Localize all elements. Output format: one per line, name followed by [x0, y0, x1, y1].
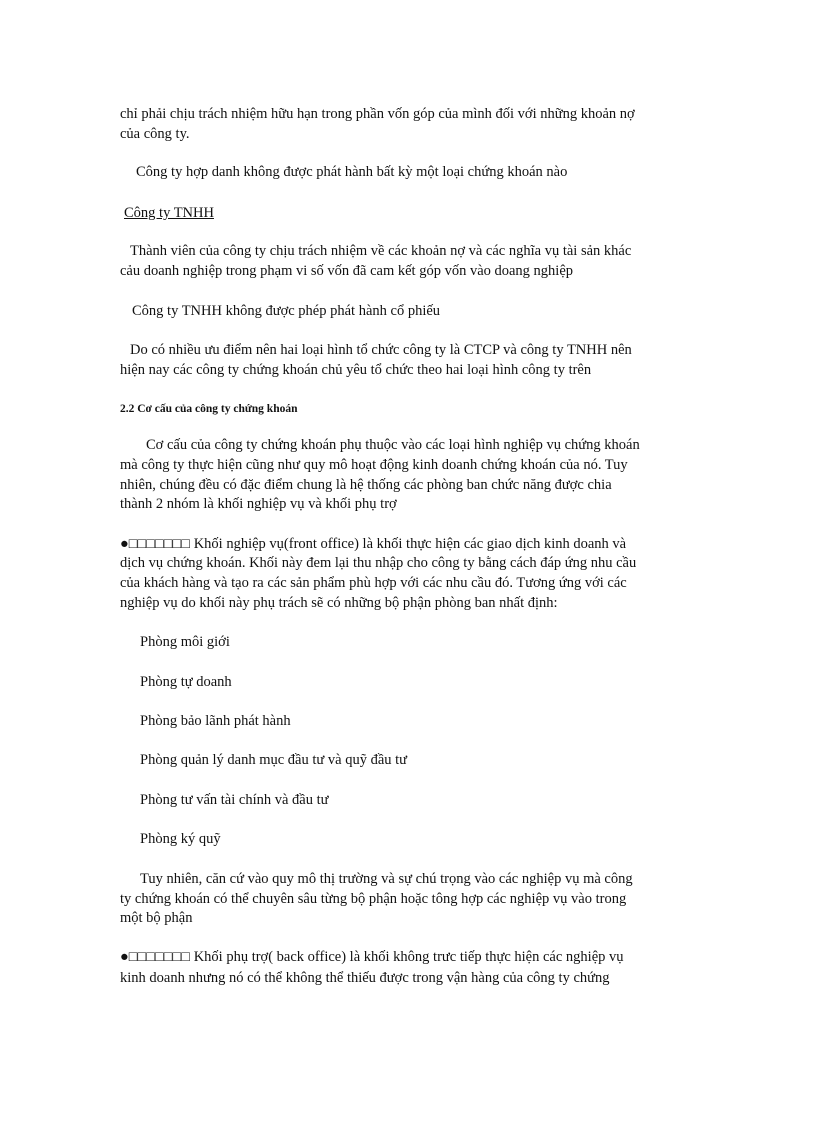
- paragraph-line: của công ty.: [120, 126, 190, 142]
- paragraph-line: Tuy nhiên, căn cứ vào quy mô thị trường và sự chú trọng vào các nghiệp vụ mà công: [140, 871, 633, 887]
- paragraph-line: dịch vụ chứng khoán. Khối này đem lại thu nhập cho công ty bằng cách đáp ứng nhu cầu: [120, 555, 637, 571]
- paragraph-line: kinh doanh nhưng nó có thể không thể thiếu được trong vận hàng của công ty chứng: [120, 970, 610, 986]
- paragraph-line: hiện nay các công ty chứng khoán chủ yêu tổ chức theo hai loại hình công ty trên: [120, 362, 592, 378]
- paragraph-line: Do có nhiều ưu điểm nên hai loại hình tổ chức công ty là CTCP và công ty TNHH nên: [130, 342, 632, 358]
- bullet-text: Khối nghiệp vụ(front office) là khối thực hiện các giao dịch kinh doanh và: [193, 536, 627, 552]
- paragraph-line: Cơ cấu của công ty chứng khoán phụ thuộc vào các loại hình nghiệp vụ chứng khoán: [146, 437, 640, 453]
- paragraph-line: chỉ phải chịu trách nhiệm hữu hạn trong phần vốn góp của mình đối với những khoản nợ: [120, 106, 635, 122]
- paragraph-line: một bộ phận: [120, 910, 193, 926]
- paragraph-line: nghiệp vụ do khối này phụ trách sẽ có những bộ phận phòng ban nhất định:: [120, 595, 558, 611]
- department-item: Phòng quản lý danh mục đầu tư và quỹ đầu tư: [140, 752, 408, 768]
- paragraph-line: Thành viên của công ty chịu trách nhiệm về các khoản nợ và các nghĩa vụ tài sản khác: [130, 243, 632, 259]
- bullet-paragraph-line: [120, 948, 624, 966]
- department-item: Phòng tự doanh: [140, 674, 232, 690]
- paragraph-line: cảu doanh nghiệp trong phạm vi số vốn đã cam kết góp vốn vào doang nghiệp: [120, 263, 574, 279]
- paragraph-line: thành 2 nhóm là khối nghiệp vụ và khối phụ trợ: [120, 496, 397, 512]
- bullet-text: Khối phụ trợ( back office) là khối không trưc tiếp thực hiện các nghiệp vụ: [193, 949, 624, 965]
- bullet-paragraph-line: [120, 535, 626, 553]
- paragraph-line: Công ty hợp danh không được phát hành bất kỳ một loại chứng khoán nào: [136, 164, 568, 180]
- subheading-company-tnhh: Công ty TNHH: [124, 205, 214, 221]
- paragraph-line: Công ty TNHH không được phép phát hành cổ phiếu: [132, 303, 441, 319]
- department-item: Phòng môi giới: [140, 634, 230, 650]
- department-item: Phòng bảo lãnh phát hành: [140, 713, 291, 729]
- department-item: Phòng ký quỹ: [140, 831, 221, 847]
- bullet-icon: ●□□□□□□□: [120, 949, 191, 965]
- section-heading: 2.2 Cơ cấu của công ty chứng khoán: [120, 403, 298, 415]
- paragraph-line: ty chứng khoán có thể chuyên sâu từng bộ phận hoặc tông hợp các nghiệp vụ vào trong: [120, 891, 627, 907]
- paragraph-line: nhiên, chúng đều có đặc điểm chung là hệ thống các phòng ban chức năng được chia: [120, 477, 612, 493]
- bullet-icon: ●□□□□□□□: [120, 536, 191, 552]
- department-item: Phòng tư vấn tài chính và đầu tư: [140, 792, 329, 808]
- paragraph-line: mà công ty thực hiện cũng như quy mô hoạt động kinh doanh chứng khoán của nó. Tuy: [120, 457, 628, 473]
- paragraph-line: của khách hàng và tạo ra các sản phẩm phù hợp với các nhu cầu đó. Tương ứng với các: [120, 575, 627, 591]
